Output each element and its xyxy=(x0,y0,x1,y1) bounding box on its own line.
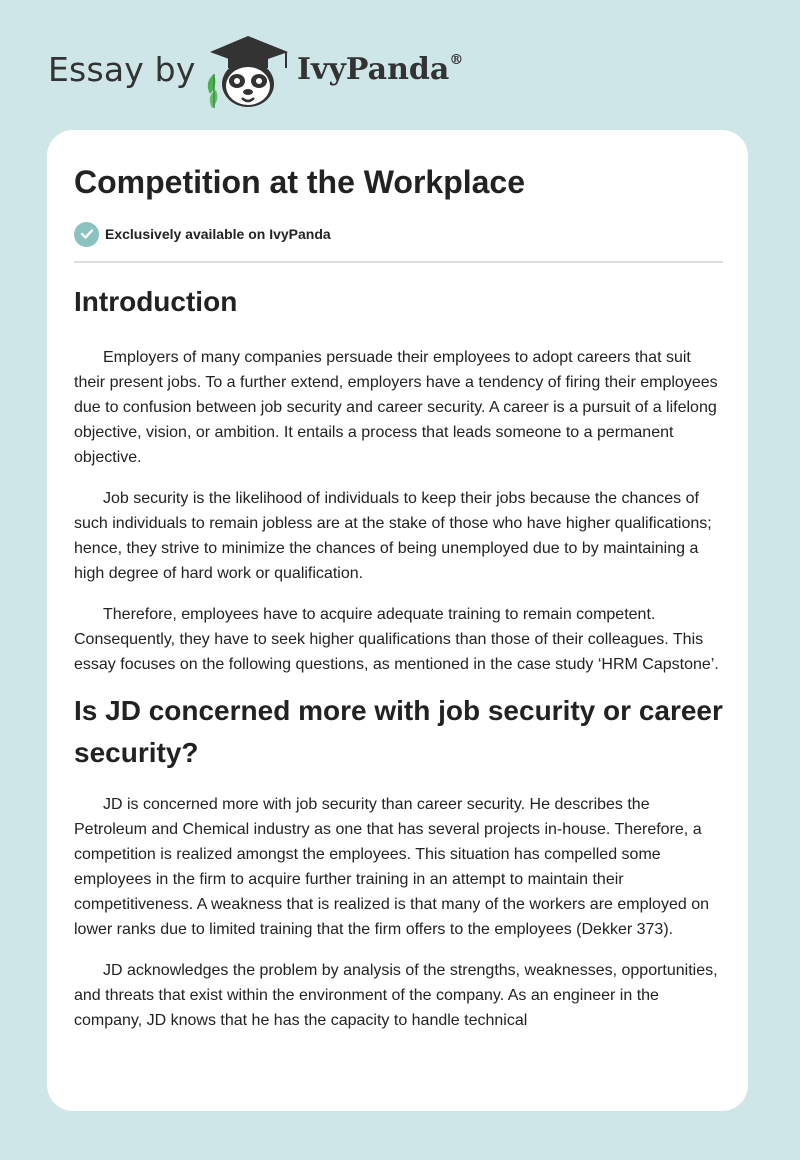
check-icon xyxy=(74,222,99,247)
brand-name[interactable]: IvyPanda® xyxy=(297,52,464,87)
section-heading: Introduction xyxy=(74,286,238,317)
panda-logo-icon[interactable] xyxy=(198,34,294,110)
divider xyxy=(74,261,723,263)
exclusive-label: Exclusively available on IvyPanda xyxy=(105,226,331,242)
essay-by-label: Essay by xyxy=(48,50,196,89)
paragraph: JD is concerned more with job security than career security. He describes the Petroleum and Chemical industry as one that has several projects in-house. Therefore, a competition is realized amongst the employees. This situation has compelled some employees in the firm to acquire further training in an attempt to maintain their competitiveness. A weakness that is realized is that many of the workers are employed on lower ranks due to limited training that the firm offers to the employees (Dekker 373). xyxy=(74,796,709,938)
exclusive-badge xyxy=(74,221,331,247)
essay-card xyxy=(47,130,748,1111)
site-header xyxy=(0,0,800,130)
article-body xyxy=(74,281,723,1033)
paragraph: JD acknowledges the problem by analysis of the strengths, weaknesses, opportunities, and threats that exist within the environment of the company. As an engineer in the company, JD knows that he has the capacity to handle technical xyxy=(74,962,718,1029)
paragraph: Employers of many companies persuade their employees to adopt careers that suit their present jobs. To a further extend, employers have a tendency of firing their employees due to confusion between job security and career security. A career is a pursuit of a lifelong objective, vision, or ambition. It entails a process that leads someone to a permanent objective. xyxy=(74,349,718,466)
paragraph: Therefore, employees have to acquire adequate training to remain competent. Consequently, they have to seek higher qualifications than those of their colleagues. This essay focuses on the following questions, as mentioned in the case study ‘HRM Capstone’. xyxy=(74,606,719,673)
paragraph: Job security is the likelihood of individuals to keep their jobs because the chances of such individuals to remain jobless are at the stake of those who have higher qualifications; hence, they strive to minimize the chances of being unemployed due to by maintaining a high degree of hard work or qualification. xyxy=(74,490,712,582)
page-title: Competition at the Workplace xyxy=(74,164,526,200)
section-heading: Is JD concerned more with job security or career security? xyxy=(74,695,723,768)
